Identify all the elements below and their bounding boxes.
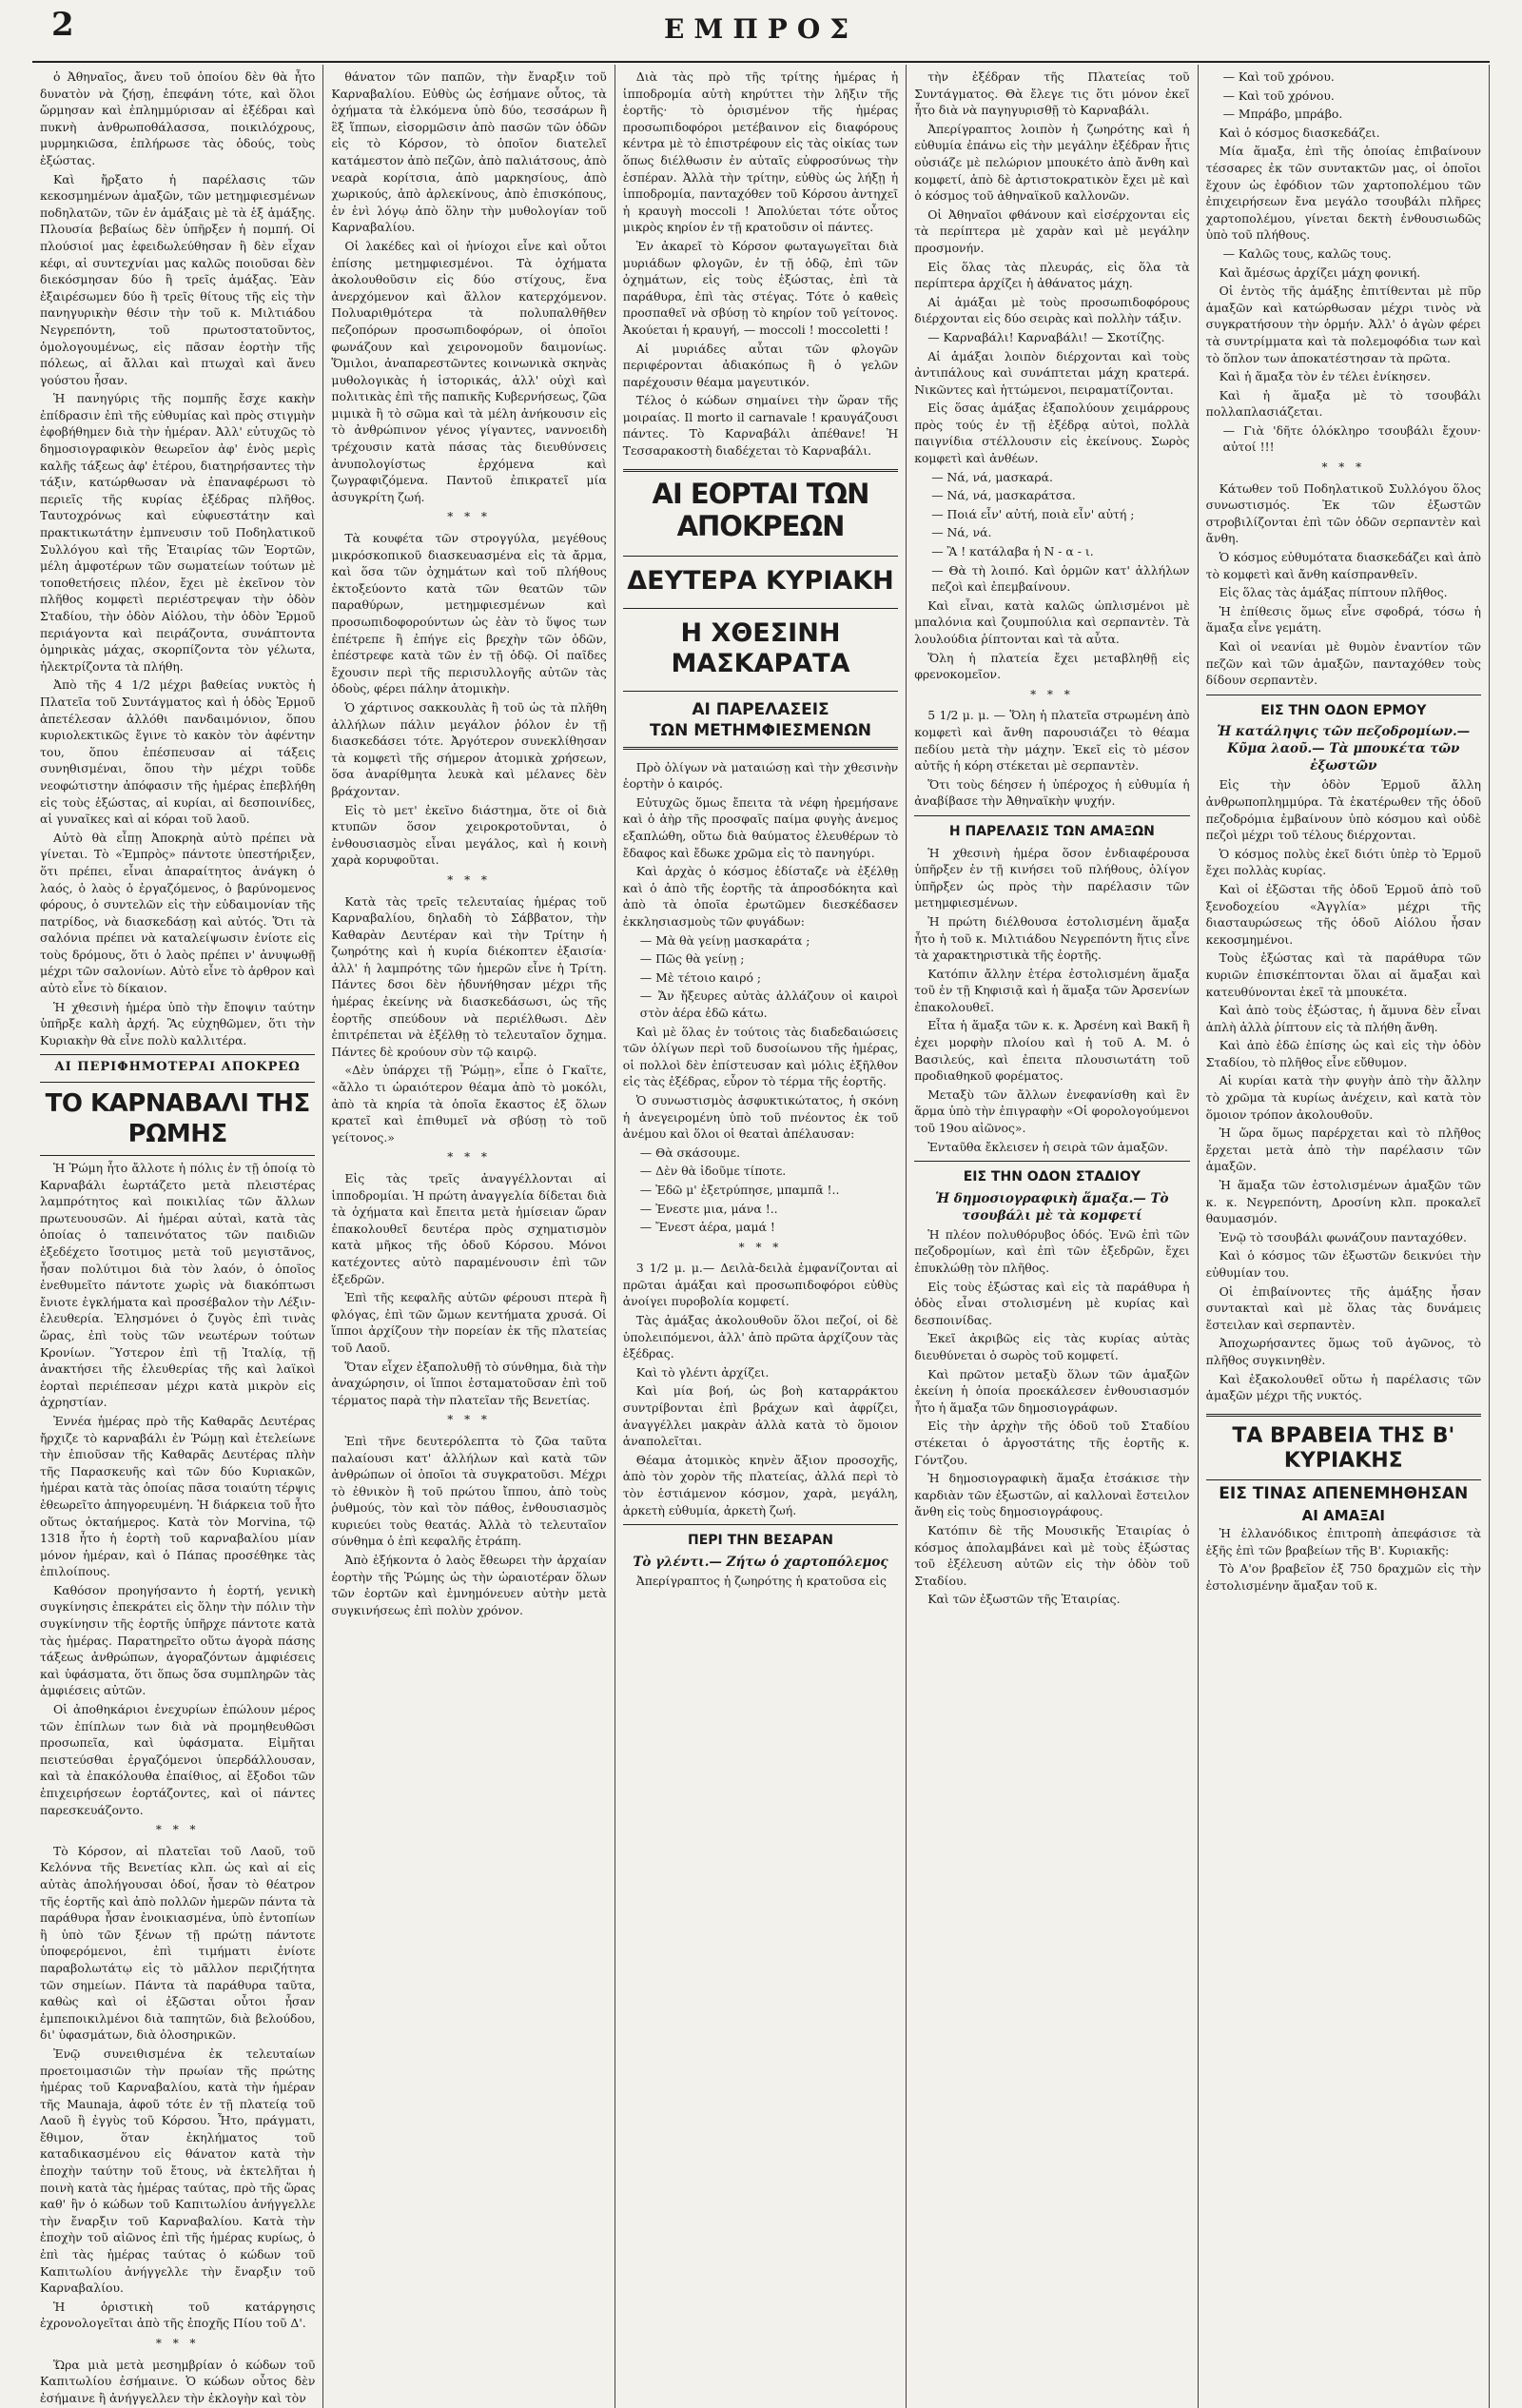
paragraph: Τὰς ἁμάξας ἀκολουθοῦν ὅλοι πεζοί, οἱ δὲ ὑπολειπόμενοι, ἀλλ' ἀπὸ πρῶτα ἀρχίζουν τὰς ἐξέδρας. [622, 1313, 899, 1361]
paragraph: Οἱ ἐντὸς τῆς ἁμάξης ἐπιτίθενται μὲ πῦρ ἁμαξῶν καὶ κατώρθωσαν μέχρι τινὸς νὰ συγκρατήσουν τὴν ὁρμήν. Ἀλλ' ὁ ἀγὼν φέρει τὰ συντρίμματα καὶ τὰ πολεμοφόδια των καὶ τὸ ὅπλον των ἀποκατέστησαν τὰ πρῶτα. [1205, 284, 1481, 365]
paragraph: Καὶ πρῶτον μεταξὺ ὅλων τῶν ἁμαξῶν ἐκείνη ἡ ὁποία προεκάλεσεν ἐνθουσιασμόν ἦτο ἡ ἅμαξα τῶν δημοσιογράφων. [914, 1366, 1190, 1415]
column-3 [615, 65, 907, 2408]
paragraph: Αἱ ἁμάξαι λοιπὸν διέρχονται καὶ τοὺς ἀντιπάλους καὶ συνάπτεται μάχη κρατερά. Νικῶντες καὶ ἡττώμενοι, πειραματίζονται. [914, 348, 1190, 397]
paragraph: Καὶ ἤρξατο ἡ παρέλασις τῶν κεκοσμημένων ἁμαξῶν, τῶν μετημφιεσμένων ποδηλατῶν, τῶν ἐν ἁμάξαις μὲ τὰ ἑξ ἁμάξης. Πλουσία βεβαίως δὲν ὑπῆρξεν ἡ πομπή. Οἱ πλούσιοί μας ἐφειδωλεύθησαν ἢ δὲν εἶχαν κέφι, αἱ συντεχνίαι μας καλῶς ποιοῦσαι δὲν διεκόσμησαν δύο ἢ τρεῖς ἁμάξας. Ἐὰν ἐξαιρέσωμεν δύο ἢ τρεῖς θίτους τῆς εἰς τὴν πανηγυρικὴν θέσιν τὴν τοῦ κ. Μιλτιάδου Νεγρεπόντη, τοῦ πρωτοστατοῦντος, ὁμολογουμένως, εἰς πᾶσαν ἑορτὴν τῆς πόλεως, αἱ ἄλλαι καὶ πτωχαὶ καὶ ἄνευ γούστου ἦσαν. [40, 171, 316, 387]
paragraph: Αἱ κυρίαι κατὰ τὴν φυγὴν ἀπὸ τὴν ἄλλην τὸ χρῶμα τὰ κυρίως ἀνέχειν, καὶ κατὰ τὸν ὅμοιον τρόπον ἀκολουθοῦν. [1205, 1073, 1481, 1122]
col4-body-4 [914, 845, 1189, 1156]
paragraph: Ἐπὶ τῆς κεφαλῆς αὐτῶν φέρουσι πτερὰ ἢ φλόγας, ἐπὶ τῶν ὤμων κεντήματα χρυσά. Οἱ ἵπποι ἀρχίζουν τὴν πορείαν ἐκ τῆς πλατείας τοῦ Λαοῦ. [331, 1290, 607, 1355]
paragraph: — Καὶ τοῦ χρόνου. [1222, 69, 1335, 84]
col2-body-2 [331, 530, 606, 869]
column-2 [323, 65, 615, 2408]
col3-body-3 [623, 1024, 898, 1143]
paragraph: Καὶ ἄμέσως ἀρχίζει μάχη φονική. [1219, 264, 1421, 280]
col3-body-5 [623, 1573, 898, 1590]
col5-body-3 [1206, 480, 1481, 689]
paragraph: Ἀποχωρήσαντες ὅμως τοῦ ἀγῶνος, τὸ πλῆθος συγκινηθὲν. [1205, 1336, 1481, 1367]
paragraph: Κατόπιν δὲ τῆς Μουσικῆς Ἑταιρίας ὁ κόσμος ἀπολαμβάνει καὶ μὲ τοὺς ἐξώστας τοῦ ἐξέλευση αὐτῶν εἰς τὴν ὁδὸν τοῦ Σταδίου. [914, 1522, 1190, 1588]
paragraph: Καὶ ἐξακολουθεῖ οὕτω ἡ παρέλασις τῶν ἁμαξῶν μέχρι τῆς νυκτός. [1205, 1371, 1481, 1403]
paragraph: Καὶ ἡ ἅμαξα μὲ τὸ τσουβάλι πολλαπλασιάζεται. [1205, 387, 1481, 420]
paragraph: Ἡ πλέον πολυθόρυβος ὁδός. Ἐνῶ ἐπὶ τῶν πεζοδρομίων, καὶ ἐπὶ τῶν ἐξεδρῶν, ἔχει ἐπυκλώθῃ τὸν πλῆθος. [914, 1226, 1190, 1275]
subhead-carriage-parade: Η ΠΑΡΕΛΑΣΙΣ ΤΩΝ ΑΜΑΞΩΝ [948, 823, 1155, 839]
paragraph: Εἰς τὴν ἀρχὴν τῆς ὁδοῦ τοῦ Σταδίου στέκεται ὁ ἀργοστάτης τῆς ἑορτῆς κ. Γόντζου. [914, 1419, 1190, 1467]
caption-party: Τὸ γλέντι.— Ζήτω ὁ χαρτοπόλεμος [633, 1554, 888, 1570]
paragraph: Εἰς τοὺς ἐξώστας καὶ εἰς τὰ παράθυρα ἡ ὁδὸς εἶναι στολισμένη μὲ κυρίας καὶ δεσποινίδας. [914, 1279, 1190, 1327]
divider [40, 1054, 315, 1055]
paragraph: Ἐπὶ τῆνε δευτερόλεπτα τὸ ζῶα ταῦτα παλαίουσι κατ' ἀλλήλων καὶ κατὰ τῶν ἀνθρώπων οἱ ὁποῖοι τὰ συγκρατοῦσι. Μέχρι τὸ ἐθνικὸν ἢ τοῦ πρώτου ἴππου, ἀπὸ τοὺς ῥυθμούς, τὸν καὶ τὸν πάθος, ἐνθουσιασμὸς κυριεύει τοὺς θεατάς. Ἀλλὰ τὸ τελευταῖον σύνθημα ὁ ἐπὶ κεφαλῆς ἐτράπη. [331, 1433, 607, 1549]
paragraph: Οἱ Ἀθηναῖοι φθάνουν καὶ εἰσέρχονται εἰς τὰ περίπτερα μὲ χαρὰν καὶ μὲ μεγάλην προσμονήν. [914, 206, 1190, 255]
columns [32, 65, 1490, 2405]
paragraph: — Δὲν θὰ ἰδοῦμε τίποτε. [639, 1164, 787, 1179]
paragraph: Ἡ χθεσινὴ ἡμέρα ὅσον ἐνδιαφέρουσα ὑπῆρξεν ἐν τῇ κινήσει τοῦ πλήθους, ὀλίγον ὑπῆρξεν ὡς πρὸς τὴν παρέλασιν τῶν μετημφιεσμένων. [914, 845, 1190, 910]
paragraph: Τὰ κουφέτα τῶν στρογγύλα, μεγέθους μικρόσκοπικοῦ διασκευασμένα εἰς τὰ ἄρμα, καὶ ὅσα τῶν ὀχημάτων καὶ τοῦ πλήθους ἐκτοξεύοντο κατὰ τῶν θεατῶν τῶν παραθύρων, μετημφιεσμένων καὶ προσωπιδοφορούντων ὡς ἐὰν τὸ ὕψος των ἐπέτρεπε ἢ ἐπήγε εἰς βρεχὴν τῶν ὁδῶν, ἐπέστρεφε κατὰ τῶν ἐν τῇ ὁδῷ. Οἱ παῖδες ἔχουσιν περὶ τῆς περισυλλογῆς αὐτῶν τὰς ὁδοὺς, φέρει πάλην ἀτομικὴν. [331, 531, 607, 696]
headline-masked: ΤΩΝ ΜΕΤΗΜΦΙΕΣΜΕΝΩΝ [650, 720, 871, 740]
paragraph: Καὶ τῶν ἐξωστῶν τῆς Ἑταιρίας. [927, 1592, 1121, 1607]
paragraph: — Μὰ θὰ γείνῃ μασκαράτα ; [639, 932, 810, 948]
col5-body-5 [1206, 1525, 1481, 1594]
paragraph: Διὰ τὰς πρὸ τῆς τρίτης ἡμέρας ἡ ἱπποδρομία αὐτὴ κηρύττει τὴν λῆξιν τῆς ἑορτῆς· τὸ ὁρισμένον τῆς ἡμέρας προσωπιδοφόροι μετέβαινον εἰς διαφόρους κέντρα μὲ τὸ ἐπιστρέφουν εἰς τὰς οἰκίας των ὅπως διέλθωσιν ἐν αὐταῖς εὐφροσύνως τὴν ἑσπέραν. Ἀλλὰ τὴν τρίτην, εὐθὺς ὡς λήξῃ ἡ ἱπποδρομία, πανταχόθεν τοῦ Κόρσου ἀντηχεῖ ἡ κραυγὴ moccoli ! Ἀπολύεται τότε οὗτος μικρὸς κηρίον ἐν τῇ κρατοῦσιν οἱ πάντες. [622, 69, 899, 235]
paragraph: — Ἄν ἤξευρες αὐτὰς ἀλλάζουν οἱ καιροὶ στὸν ἀέρα ἐδῶ κάτω. [639, 989, 899, 1020]
paragraph: Τὸ Κόρσον, αἱ πλατεῖαι τοῦ Λαοῦ, τοῦ Κελόννα τῆς Βενετίας κλπ. ὡς καὶ αἱ εἰς αὐτὰς ἀπολήγουσαι ὁδοί, ἦσαν τὸ θέατρον τῆς ἑορτῆς καὶ ἀπὸ πολλῶν ἡμερῶν πάντα τὰ παράθυρα ἦσαν ἐνοικιασμένα, ὑπὸ ἐντοπίων ἢ ὑπὸ τῶν ξένων τῇ πρώτῃ πάντοτε ὑποφερόμενοι, ἐπὶ τιμήματι ἐνίοτε παραβολωτάτῳ εἰς τὸ μᾶλλον περιζήτητα τῶν σημείων. Πάντα τὰ παράθυρα ταῦτα, καθὼς καὶ οἱ ἐξῶσται οὗτοι ἦσαν ἐμπεποικιλμένοι διὰ ταπητῶν, διὰ βελούδου, δι' ὑφασμάτων, διὰ ὀλοσηρικῶν. [40, 1843, 316, 2043]
paragraph: Ἡ πρώτη διέλθουσα ἐστολισμένη ἅμαξα ἦτο ἡ τοῦ κ. Μιλτιάδου Νεγρεπόντη ἥτις εἶνε τὰ χαρακτηριστικὰ τῆς ἑορτῆς. [914, 913, 1190, 963]
col2-body-3 [331, 893, 606, 1146]
paragraph: Οἱ λακέδες καὶ οἱ ἡνίοχοι εἶνε καὶ οὗτοι ἐπίσης μετημφιεσμένοι. Τὰ ὀχήματα ἀκολουθοῦσιν εἰς δύο στίχους, ἕνα ἀνερχόμενον καὶ ἄλλον κατερχόμενον. Πολυαριθμότερα τὰ πολυπαλθῆθεν πεζοπόρων προσωπιδοφόρων, οἱ ὁποῖοι φωνάζουν καὶ χειρονομοῦν δαιμονίως. Ὅμιλοι, ἀναπαρεστῶντες κοινωνικὰ σκηνὰς μυθολογικὰς ἡ ἱστορικάς, ἀλλ' οὐχὶ καὶ πολιτικὰς ἐπὶ τῆς παπικῆς Κυβερνήσεως, ζῶα μιμικὰ ἢ τὸ σῶμα καὶ τὰ μέλη ἀνήκουσιν εἰς τὸ ἀνθρώπινον γένος γίγαντες, ναννοειδὴ τρέχουσιν κατὰ πάσας τὰς διευθύνσεις ἀνυπολογίστως ἐρχόμενα καὶ ζωγραφιζόμενα. Παντοῦ ἐπικρατεῖ μία ἀσυγκρίτη ζωή. [331, 238, 607, 504]
col1-body-2 [40, 1160, 315, 1818]
paragraph: Ὅτι τοὺς δέησεν ἡ ὑπέροχος ἡ εὐθυμία ἡ ἀναβίβασε τὴν Ἀθηναϊκὴν ψυχήν. [914, 776, 1190, 809]
col2-body [331, 69, 606, 505]
paragraph: θάνατον τῶν παπῶν, τὴν ἔναρξιν τοῦ Καρναβαλίου. Εὐθὺς ὡς ἐσήμανε οὗτος, τὰ ὀχήματα τὰ ἑλκόμενα ὑπὸ δύο, τεσσάρων ἢ ἓξ ἵππων, εἰσορμῶσιν ἀπὸ πασῶν τῶν ὁδῶν εἰς τὸ Κόρσον, τὸ ὁποῖον διατελεῖ κατάμεστον ἀπὸ πεζῶν, ἀπὸ παλιάτσους, ἀπὸ νεαρὰ κορίτσια, ἀπὸ μαρκησίους, ἀπὸ χωρικούς, ἀπὸ ἀρλεκίνους, ἀπὸ ἐπισκόπους, ἐν ἑνὶ λόγῳ ἀπὸ ὅλην τὴν μυθολογίαν τοῦ Καρναβαλίου. [331, 69, 607, 235]
paragraph: Ἀπὸ τῆς 4 1/2 μέχρι βαθείας νυκτὸς ἡ Πλατεῖα τοῦ Συντάγματος καὶ ἡ ὁδὸς Ἑρμοῦ ἀπετέλεσαν ἀλλόθι πανδαιμόνιον, ὅπου κυριολεκτικῶς ἔγινε τὸ κακὸν τὸν ἀφέντην του, ὅπου ἐπέσπευσαν αἱ τάξεις συνηθισμέναι, ὅπου τὴν μέχρι τοῦδε νεοφώτιστην ἀπόφασιν τῆς ἡμέρας ἐπεβλήθη εἰς τοὺς ἐξώστας, αἱ κυρίαι, αἱ δεσποινίδες, αἱ γυναῖκες καὶ αἱ κόραι τοῦ λαοῦ. [40, 677, 316, 827]
separator-stars: * * * [155, 2337, 200, 2350]
paragraph: Αὐτὸ θὰ εἶπῃ Ἀποκρηὰ αὐτὸ πρέπει νὰ γίνεται. Τὸ «Ἐμπρὸς» πάντοτε ὑπεστήριξεν, ὅτι πρέπει, εἶναι ἀπαραίτητος ἀνάγκη ὁ λαός, ὁ λαὸς ὁ ἐργαζόμενος, ὁ βαρύνομενος φόρους, ὁ συντελῶν εἰς τὴν εὐδαιμονίαν τῆς πατρίδος, νὰ διασκεδάσῃ καὶ αὐτός. Ὅτι τὰ σαλόνια πρέπει νὰ καταλείψωσιν ἐνίοτε εἰς τοὺς δρόμους, ὅτι ὁ λαὸς πρέπει ν' ἀνυψωθῇ μέχρι τῶν σαλονίων. Αὐτὸ εἶνε τὸ ἀρθρον καὶ αὐτὸ εἶνε τὸ δίκαιον. [40, 830, 316, 996]
caption-sidewalks: Ἡ κατάληψις τῶν πεζοδρομίων.— Κῦμα λαοῦ.— Τὰ μπουκέτα τῶν ἐξωστῶν [1217, 724, 1471, 774]
paragraph: Ἀπὸ ἑξήκοντα ὁ λαὸς ἔθεωρει τὴν ἀρχαίαν ἑορτὴν τῆς Ῥώμης ὡς τὴν ὡραιοτέραν ὅλων τῶν ἑορτῶν καὶ ἐμνημόνευεν αὐτὴν μετὰ συγκινήσεως ἐπὶ πολὺν χρόνον. [331, 1553, 607, 1617]
col4-body-5 [914, 1226, 1189, 1608]
subhead-vesarean: ΠΕΡΙ ΤΗΝ ΒΕΣΑΡΑΝ [688, 1533, 833, 1549]
paragraph: Οἱ ἀποθηκάριοι ἐνεχυρίων ἐπώλουν μέρος τῶν ἐπίπλων των διὰ νὰ προμηθευθῶσι προσωπεῖα, καὶ ὑφάσματα. Εἰμῆται πειστεύσθαι ἐργαζόμενοι ὑπερδάλλουσαν, καὶ τὰ ἐπακόλουθα ἐπαίθιος, αἱ ἔξοδοι τῶν ἐπιχειρήσεων ἑορτάζοντες, καὶ οἱ πάντες παρεσκευάζοντο. [40, 1702, 316, 1817]
paragraph: — Θὰ σκάσουμε. [639, 1145, 741, 1160]
headline-rome-carnival: ΤΟ ΚΑΡΝΑΒΑΛΙ ΤΗΣ ΡΩΜΗΣ [45, 1089, 310, 1149]
separator-stars: * * * [738, 1240, 783, 1254]
paragraph: Ἡ ἅμαξα τῶν ἐστολισμένων ἁμαξῶν τῶν κ. κ. Νεγρεπόντη, Δροσίνη κλπ. προκαλεῖ θαυμασμόν. [1205, 1178, 1481, 1226]
paragraph: Τέλος ὁ κώδων σημαίνει τὴν ὥραν τῆς μοιραίας. Il morto il carnavale ! κραυγάζουσι πάντες. Τὸ Καρναβάλι ἀπέθανε! Ἡ Τεσσαρακοστὴ διαδέχεται τὸ Καρναβάλι. [622, 393, 899, 459]
col2-body-5 [331, 1433, 606, 1619]
col5-dialogue-2 [1206, 245, 1481, 263]
paragraph: τὴν ἐξέδραν τῆς Πλατείας τοῦ Συντάγματος. Θὰ ἔλεγε τις ὅτι μόνον ἐκεῖ ἦτο διὰ νὰ παγηγυρισθῇ τὸ Καρναβάλι. [914, 69, 1190, 118]
paragraph: Ὅταν εἶχεν ἐξαπολυθῇ τὸ σύνθημα, διὰ τὴν ἀναχώρησιν, οἱ ἵπποι ἐσταματοῦσαν ἐπὶ τοῦ τέρματος παρὰ τὴν πλατεῖαν τῆς Βενετίας. [331, 1359, 607, 1407]
paragraph: Ἐν ἀκαρεῖ τὸ Κόρσον φωταγωγεῖται διὰ μυριάδων φλογῶν, ἐν τῇ ὁδῷ, ἐπὶ τῶν ὀχημάτων, εἰς τοὺς ἐξώστας, ἐπὶ τὰ παράθυρα, ἐπὶ τὰς στέγας. Τότε ὁ καθεὶς προσπαθεῖ νὰ σβύσῃ τὸ κηρίον τοῦ γείτονος. Ἀκούεται ἡ κραυγή, — moccoli ! moccoletti ! [622, 238, 899, 337]
paragraph: Καὶ οἱ νεανίαι μὲ θυμὸν ἐναντίον τῶν πεζῶν καὶ τῶν ἁμαξῶν, πανταχόθεν τοὺς δίδουν σερπαντὲν. [1205, 639, 1481, 688]
separator-stars: * * * [447, 510, 491, 524]
paragraph: Ἐνῷ συνειθισμένα ἐκ τελευταίων προετοιμασιῶν τὴν πρωίαν τῆς πρώτης ἡμέρας τοῦ Καρναβαλίου, κατὰ τὴν ἡμέραν τῆς Maunaja, ἀφοῦ τότε ἐν τῇ πλατείᾳ τοῦ Λαοῦ ἢ ἐγγὺς τοῦ Κόρσου. Ἦτο, πράγματι, ἔθιμον, ὅταν ἐκηλήματος τοῦ καταδικασμένου εἰς θάνατον κατὰ τὴν ἐποχὴν ταύτην τοῦ ἔτους, νὰ ἐκτελῆται ἡ ποινὴ κατὰ τὰς ἡμέρας ταύτας, πρὸ τῆς ὥρας καθ' ἣν ὁ κώδων τοῦ Καπιτωλίου ἀνήγγελλε τὴν ἔναρξιν τοῦ Καρναβαλίου. Κατὰ τὴν ἐποχὴν τοῦ αἰῶνος ἐπὶ τῆς ἡμέρας κυρίως, ὁ ἐπὶ τὰς ἡμέρας ταύτας ὁ κώδων τοῦ Καπιτωλίου ἀνήγγελλε τὴν ἔναρξιν τοῦ Καρναβαλίου. [40, 2046, 316, 2296]
col1-body [40, 69, 315, 1048]
subhead-stadiou-street: ΕΙΣ ΤΗΝ ΟΔΟΝ ΣΤΑΔΙΟΥ [963, 1169, 1142, 1185]
paragraph: — Ἐδῶ μ' ἐξετρύπησε, μπαμπᾶ !.. [639, 1182, 840, 1197]
divider [40, 1155, 315, 1156]
newspaper-title: ΕΜΠΡΟΣ [663, 13, 859, 45]
paragraph: Ἀπερίγραπτος ἡ ζωηρότης ἡ κρατοῦσα εἰς [635, 1573, 887, 1588]
separator-stars: * * * [1030, 687, 1074, 701]
paragraph: ὁ Ἀθηναῖος, ἄνευ τοῦ ὁποίου δὲν θὰ ἦτο δυνατὸν νὰ ζήσῃ, ἐπεφάνη τότε, καὶ ὅλοι ὥρμησαν καὶ ἐπλημμύρισαν αἱ ἐξέδραι καὶ πυκνὴ ἀνθρωποθάλασσα, ποικιλόχρους, μυρμηκιῶσα, ἐπλήρωσε τὰς ὁδούς, τοὺς ἐξώστας. [40, 69, 316, 167]
paragraph: — Ἔνεστ ἀέρα, μαμά ! [639, 1220, 775, 1235]
paragraph: Εἰς τὸ μετ' ἐκεῖνο διάστημα, ὅτε οἱ διὰ κτυπῶν ὅσον χειροκροτοῦνται, ὁ ἐνθουσιασμὸς εἶναι μεγάλος, καὶ ἡ κοινὴ χαρὰ κορυφοῦται. [331, 802, 607, 868]
paragraph: Μεταξὺ τῶν ἄλλων ἐνεφανίσθη καὶ ἓν ἅρμα ὑπὸ τὴν ἐπιγραφὴν «Οἱ φορολογούμενοι τοῦ 19ου αἰῶνος». [914, 1087, 1190, 1136]
headline-second-sunday: ΔΕΥΤΕΡΑ ΚΥΡΙΑΚΗ [623, 556, 898, 597]
paragraph: Ὁ χάρτινος σακκουλὰς ἢ τοῦ ὡς τὰ πλῆθη ἀλλήλων πάλιν μεγάλον ῥόλον ἐν τῇ διασκεδάσει τότε. Ἀργότερον συνεκλίθησαν τὰ κομφετὶ τῆς σήμερον ἀτομικὰ χρήσεων, ὅσα ἀναρίθμητα λευκὰ καὶ μέλανες δὲν βράχονταν. [331, 699, 607, 798]
col1-body-3 [40, 1843, 315, 2332]
paragraph: Καὶ μία βοή, ὡς βοὴ καταρράκτου συντρίβονται ἐπὶ βράχων καὶ ἀφρίζει, ἀναγγέλλει μακρὰν ἀλλὰ κατὰ τὸ ὅμοιον ἀναπολεῖται. [622, 1383, 899, 1449]
paragraph: Ἀπερίγραπτος λοιπὸν ἡ ζωηρότης καὶ ἡ εὐθυμία ἐπάνω εἰς τὴν μεγάλην ἐξέδραν ἧτις οὐσιάζε μὲ πελώριον μπουκέτο ἀπὸ ἄνθη καὶ κομφετί, ἀπὸ δὲ ἀρτιστοκρατικὸν ἔχει μὲ καὶ ὁ κόσμος τοῦ ἀθηναϊκοῦ καλλονῶν. [914, 121, 1190, 204]
paragraph: Εἰς ὅλας τὰς ἁμάξας πίπτουν πλῆθος. [1219, 585, 1448, 600]
paragraph: — Ἂ ! κατάλαβα ἡ Ν - α - ι. [931, 544, 1094, 559]
subhead-ermou-street: ΕΙΣ ΤΗΝ ΟΔΟΝ ΕΡΜΟΥ [1260, 702, 1427, 718]
paragraph: Εἰς τὰς τρεῖς ἀναγγέλλονται αἱ ἱπποδρομίαι. Ἡ πρώτη ἀναγγελία δίδεται διὰ τὰ ὀχήματα καὶ ἔπειτα μετὰ ἡμίσειαν ὥραν ἐπακολουθεῖ δευτέρα πρὸς σχηματισμὸν κατὰ μῆκος τῆς ὁδοῦ Κόρσου. Μόνοι κατέχοντες αὐτὸ παραμένουσιν ἐπὶ τῶν ἐξεδρῶν. [331, 1171, 607, 1286]
headline-awarded: ΕΙΣ ΤΙΝΑΣ ΑΠΕΝΕΜΗΘΗΣΑΝ [1206, 1479, 1481, 1503]
paragraph: Ὅλη ἡ πλατεία ἔχει μεταβληθῇ εἰς φρενοκομεῖον. [914, 650, 1190, 682]
paragraph: Κατὰ τὰς τρεῖς τελευταίας ἡμέρας τοῦ Καρναβαλίου, δηλαδὴ τὸ Σάββατον, τὴν Καθαρὰν Δευτέραν καὶ τὴν Τρίτην ἡ ζωηρότης καὶ ἡ κυρία διέκοπτεν ἐξαισία· ἀλλ' ἡ λαμπρότης τῶν ἡμερῶν εἶνε ἡ Τρίτη. Πάντες δσοι δὲν ἠδυνήθησαν μέχρι τῆς ἡμέρας ἐκείνης νὰ διασκεδάσωσι, ὡς τῆς ἐορτῆς σπεύδουν νὰ περιέλθωσι. Δὲν ἐπιτρέπεται νὰ ἐξέλθῃ τὸ τελευταῖον ὄχημα. Πάντες δὲ κρούουν σὺν τῷ καιρῷ. [331, 893, 607, 1059]
masthead [32, 0, 1490, 63]
headline-parades: ΑΙ ΠΑΡΕΛΑΣΕΙΣ [623, 691, 898, 720]
paragraph: 3 1/2 μ. μ.— Δειλὰ-δειλὰ ἐμφανίζονται αἱ πρῶται ἁμάξαι καὶ προσωπιδοφόροι εὐθὺς ἀνοίγει πυροβολία κομφετί. [622, 1261, 899, 1309]
paragraph: Μία ἅμαξα, ἐπὶ τῆς ὁποίας ἐπιβαίνουν τέσσαρες ἐκ τῶν συντακτῶν μας, οἱ ὁποῖοι ἔχουν ὡς ἐφόδιον τῶν χαρτοπολέμου τῶν ἐπιχειρήσεων ἔνα μεγάλο τσουβάλι πλῆρες χαρτοπολέμου, γίνεται δεκτὴ ἐνθουσιωδῶς ὑπὸ τοῦ πλήθους. [1205, 144, 1481, 243]
paragraph: Ἡ ὁριστικὴ τοῦ κατάργησις ἐχρονολογεῖται ἀπὸ τῆς ἐποχῆς Πίου τοῦ Δ'. [40, 2299, 316, 2331]
paragraph: 5 1/2 μ. μ. — Ὅλη ἡ πλατεῖα στρωμένη ἀπὸ κομφετὶ καὶ ἄνθη παρουσιάζει τὸ θέαμα πεδίου μετὰ τὴν μάχην. Ἐκεῖ εἰς τὸ μέσον αὐτῆς ἡ κόρη στέκεται μὲ σερπαντὲν. [914, 708, 1190, 773]
paragraph: Καὶ οἱ ἐξῶσται τῆς ὁδοῦ Ἑρμοῦ ἀπὸ τοῦ ξενοδοχείου «Ἀγγλία» μέχρι τῆς διασταυρώσεως τῆς ὁδοῦ Αἰόλου ἦσαν κεκοσμημένοι. [1205, 881, 1481, 947]
paragraph: «Δὲν ὑπάρχει τῇ Ῥώμῃ», εἶπε ὁ Γκαῖτε, «ἄλλο τι ὡραιότερον θέαμα ἀπὸ τὸ μοκόλι, ἀπὸ τὰ κηρία τὰ ὁποῖα ἔκαστος ἐξ ὅλων κρατεῖ καὶ ἐπιθυμεῖ νὰ σβύσῃ τὸ τοῦ γείτονος.» [331, 1063, 607, 1145]
separator-stars: * * * [447, 1413, 491, 1427]
headline-carriages: ΑΙ ΑΜΑΞΑΙ [1301, 1507, 1385, 1525]
paragraph: Καὶ μὲ ὅλας ἐν τούτοις τὰς διαδεδαιώσεις τῶν ὀλίγων περὶ τοῦ δυσοίωνου τῆς ἡμέρας, οἱ πολλοὶ δὲν ἐπίστευσαν καὶ μόλις ἐξῆλθον εἰς τὰς ἐξέδρας, εὗρον τὸ τέρμα τῆς ἑορτῆς. [622, 1024, 899, 1089]
paragraph: Οἱ ἐπιβαίνοντες τῆς ἁμάξης ἦσαν συντακταὶ καὶ μὲ ὅλας τὰς δυνάμεις ἔστειλαν καὶ σερπαντὲν. [1205, 1283, 1481, 1332]
col4-body-3 [914, 707, 1189, 810]
col3-dialogue-2 [623, 1145, 898, 1236]
paragraph: Τοὺς ἐξώστας καὶ τὰ παράθυρα τῶν κυριῶν ἐπισκέπτονται ὅλαι αἱ ἅμαξαι καὶ κατευθύνονται ἐκεῖ τὰ μπουκέτα. [1205, 950, 1481, 999]
paragraph: Αἱ ἁμάξαι μὲ τοὺς προσωπιδοφόρους διέρχονται εἰς δύο σειρὰς καὶ πολλὴν τάξιν. [914, 294, 1190, 326]
paragraph: Ὁ συνωστισμὸς ἀσφυκτικώτατος, ἡ σκόνη ἡ ἀνεγειρομένη ὑπὸ τοῦ πνέοντος ἐκ τοῦ ἀνέμου καὶ ὅλοι οἱ θεαταὶ ἀπέλαυσαν: [622, 1092, 899, 1142]
paragraph: Εἶτα ἡ ἅμαξα τῶν κ. κ. Ἀρσένη καὶ Βακῆ ἢ ἐχει μορφὴν πλοίου καὶ ἡ τοῦ Α. Μ. ὁ Βασιλεύς, καὶ ἐπειτα πλουσιωτάτη τοῦ προδιαθηκοῦ φορέματος. [914, 1018, 1190, 1084]
caption-press-carriage: Ἡ δημοσιογραφικὴ ἅμαξα.— Τὸ τσουβάλι μὲ τὰ κομφετί [935, 1190, 1169, 1224]
headline-box [623, 469, 898, 750]
col1-body-4 [40, 2357, 315, 2407]
paragraph: — Νά, νά, μασκαρά. [931, 469, 1053, 484]
separator-stars: * * * [155, 1823, 200, 1837]
column-5 [1199, 65, 1490, 2408]
paragraph: Ὁ κόσμος εὐθυμότατα διασκεδάζει καὶ ἀπὸ τὸ κομφετὶ καὶ ἄνθη καίσπρανθεῖν. [1205, 550, 1481, 581]
headline-prizes: ΤΑ ΒΡΑΒΕΙΑ ΤΗΣ Β' ΚΥΡΙΑΚΗΣ [1206, 1414, 1481, 1474]
paragraph: Ἐκεῖ ἀκριβῶς εἰς τὰς κυρίας αὐτὰς διευθύνεται ὁ σωρὸς τοῦ κομφετί. [914, 1331, 1190, 1362]
headline-masquerade: Η ΧΘΕΣΙΝΗ ΜΑΣΚΑΡΑΤΑ [623, 608, 898, 679]
paragraph: Ἡ ἑλλανόδικος ἐπιτροπὴ ἀπεφάσισε τὰ ἑξῆς ἐπὶ τῶν βραβείων τῆς Β'. Κυριακῆς: [1205, 1525, 1481, 1557]
col3-dialogue [623, 932, 898, 1022]
paragraph: — Μὲ τέτοιο καιρό ; [639, 969, 762, 985]
col5-body [1206, 125, 1481, 244]
column-1 [32, 65, 323, 2408]
paragraph: Ἐννέα ἡμέρας πρὸ τῆς Καθαρᾶς Δευτέρας ἤρχιζε τὸ καρναβάλι ἐν Ῥώμῃ καὶ ἐτελείωνε τὴν ἐπιοῦσαν τῆς Καθαρᾶς Δευτέρας πλὴν τῆς Παρασκευῆς καὶ τῶν δύο Κυριακῶν, ἡμέραι κατὰ τὰς ὁποίας πᾶσα τοιαύτη τέρψις ἐθεωρεῖτο ἀπηγορευμένη. Ἡ διάρκεια τοῦ ἦτο οὕτως ὀκταήμερος. Κατὰ τὸν Morvina, τῷ 1318 ἦτο ἡ ἑορτὴ τοῦ καρναβαλίου μίαν μόνον ἡμέραν, καὶ ὁ Πάπας προσέθηκε τὰς ἐπιλοίπους. [40, 1413, 316, 1579]
col3-body-4 [623, 1260, 898, 1518]
paragraph: Εὐτυχῶς ὅμως ἔπειτα τὰ νέφη ἠρεμήσανε καὶ ὁ ἀὴρ τῆς προσφαῖς παίμα φυγὴς ἀνεμος εξαπλώθη, οὕτω διὰ θαύματος ἐλευθέρων τὸ ἔδαφος καὶ ἔδωκε χρῶμα εἰς τὸ πανηγύρι. [622, 794, 899, 860]
separator-stars: * * * [447, 1150, 491, 1165]
col3-body-2 [623, 759, 898, 930]
col5-dialogue-3 [1206, 422, 1481, 456]
section-label: ΑΙ ΠΕΡΙΦΗΜΟΤΕΡΑΙ ΑΠΟΚΡΕΩ [54, 1060, 301, 1075]
paragraph: Εἰς τὴν ὁδὸν Ἑρμοῦ ἄλλη ἀνθρωποπλημμύρα. Τὰ ἑκατέρωθεν τῆς ὁδοῦ πεζοδρόμια ἐμβαίνουν ὑπὸ κόσμου καὶ οὐδὲ πεζοὶ μέχρι τοῦ τέλους διέρχονται. [1205, 777, 1481, 843]
divider [623, 1524, 898, 1525]
paragraph: Ἐνῷ τὸ τσουβάλι φωνάζουν πανταχόθεν. [1219, 1229, 1467, 1244]
col3-body [623, 69, 898, 460]
paragraph: Ἡ χθεσινὴ ἡμέρα ὑπὸ τὴν ἔποψιν ταύτην ὑπῆρξε καλὴ ἀρχή. Ἂς εὐχηθῶμεν, ὅτι τὴν Κυριακὴν θὰ εἶνε πολὺ καλλιτέρα. [40, 999, 316, 1047]
paragraph: Καὶ ἡ ἅμαξα τὸν ἐν τέλει ἐνίκησεν. [1219, 369, 1432, 384]
paragraph: Καὶ ἀπὸ τοὺς ἐξώστας, ἡ ἄμυνα δὲν εἶναι ἁπλὴ ἀλλὰ ῥίπτουν εἰς τὰ πλήθη ἄνθη. [1205, 1003, 1481, 1034]
divider [914, 815, 1189, 816]
paragraph: — Ποιά εἶν' αὐτή, ποιὰ εἶν' αὐτή ; [931, 506, 1135, 521]
paragraph: Εἰς ὅλας τὰς πλευράς, εἰς ὅλα τὰ περίπτερα ἀρχίζει ἡ ἀθάνατος μάχη. [914, 259, 1190, 291]
col4-body [914, 69, 1189, 467]
separator-stars: * * * [1321, 460, 1366, 475]
col4-dialogue [914, 469, 1189, 596]
paragraph: Αἱ μυριάδες αὗται τῶν φλογῶν περιφέρονται ἀδιακόπως ἢ ὁ γελῶν παρέχουσιν θέαμα μαγευτικόν. [622, 341, 899, 389]
col4-body-2 [914, 597, 1189, 683]
paragraph: — Καρναβάλι! Καρναβάλι! — Σκοτίζης. [927, 329, 1165, 344]
paragraph: — Γιὰ 'δῆτε ὁλόκληρο τσουβάλι ἔχουν· αὐτοί !!! [1222, 422, 1481, 455]
paragraph: Πρὸ ὀλίγων νὰ ματαιώσῃ καὶ τὴν χθεσινὴν ἑορτὴν ὁ καιρός. [622, 759, 899, 792]
paragraph: Καὶ εἶναι, κατὰ καλῶς ὡπλισμένοι μὲ μπαλόνια καὶ ζουμπούλια καὶ σερπαντὲν. Τὰ λουλούδια ῥίπτονται καὶ τὰ αὖτα. [914, 597, 1190, 646]
paragraph: Καθόσον προηγήσαντο ἡ ἑορτή, γενικὴ συγκίνησις ἐπεκράτει εἰς ὅλην τὴν πόλιν τὴν συγκίνησιν τῆς ἑορτῆς ὑπῆρχε πάντοτε κατὰ τὰς ἡμέρας. Παρατηρεῖτο οὕτω ἀγορὰ πάσης τάξεως ἀνθρώπων, ἀγοραζόντων ἀμφιέσεις καὶ ὑφάσματα, ὅτι ὅπως ὅσα συμπληρῶν τὰς ἀμφιέσεις αὐτῶν. [40, 1582, 316, 1698]
paragraph: — Θὰ τὴ λοιπό. Καὶ ὁρμῶν κατ' ἀλλήλων πεζοὶ καὶ ἐπεμβαίνουν. [931, 562, 1190, 595]
paragraph: Ἡ Ῥώμη ἦτο ἄλλοτε ἡ πόλις ἐν τῇ ὁποίᾳ τὸ Καρναβάλι ἑωρτάζετο μετὰ πλειστέρας λαμπρότητος καὶ ποικιλίας τῶν ἄλλων πρωτευουσῶν. Αἱ ἡμέραι αὐταὶ, κατὰ τὰς ὁποίας ὁ ταπεινότατος τῶν παιδιῶν ἐξεδέχετο ἴσοτιμος μετὰ τοῦ μεγιστᾶνος, ἦσαν πολύτιμοι διὰ τὸν λαόν, ὁ ὁποῖος ἐνεθυμεῖτο πάντοτε χωρὶς νὰ διακόπτωσι ἔνιοτε ἐγκλήματα καὶ προσέβαλον τὴν Λέξιν-ἐλευθερία. Ἐλησμόνει ὁ ζυγὸς ἐπὶ τινὰς ὥρας, ἐπὶ τοὺς τῶν νεωτέρων τούτων Κρονίων. Ὕστερον ἐπὶ τῇ Ἰταλίᾳ, τῇ ἀνακτήσει τῆς ἐλευθερίας τῆς καὶ λαϊκοὶ ἑορταὶ περιέπεσαν μέχρι κατὰ μικρὸν εἰς ἀχρηστίαν. [40, 1161, 316, 1410]
paragraph: Καὶ ὁ κόσμος τῶν ἐξωστῶν δεικνύει τὴν εὐθυμίαν του. [1205, 1248, 1481, 1280]
paragraph: — Νά, νά, μασκαράτσα. [931, 488, 1076, 503]
paragraph: Ὁ κόσμος πολὺς ἐκεῖ διότι ὑπὲρ τὸ Ἑρμοῦ ἔχει πολλὰς κυρίας. [1205, 846, 1481, 878]
paragraph: Καὶ ἀρχὰς ὁ κόσμος ἐδίσταζε νὰ ἐξέλθῃ καὶ ὁ ἀπὸ τῆς ἑορτῆς τὰ ἀπροσδόκητα καὶ ἀπὸ τὰ ὁποῖα ἐρωτῶμεν διεσκέδασεν ἐκκλησιασμοὺς τῶν φυγάδων: [622, 864, 899, 929]
paragraph: — Νά, νά. [931, 525, 992, 540]
divider [40, 1082, 315, 1083]
paragraph: Καὶ ἀπὸ ἐδῶ ἐπίσης ὡς καὶ εἰς τὴν ὁδὸν Σταδίου, τὸ πλῆθος εἶνε εὔθυμον. [1205, 1038, 1481, 1069]
divider [914, 1161, 1189, 1162]
column-4 [907, 65, 1198, 2408]
col5-body-4 [1206, 776, 1481, 1403]
paragraph: Κατόπιν ἄλλην ἑτέρα ἐστολισμένη ἅμαξα τοῦ ἐν τῇ Κηφισιᾷ καὶ ἡ ἅμαξα τῶν Ἀρσενίων ἐπακολουθεῖ. [914, 966, 1190, 1014]
paragraph: Ἡ ἐπίθεσις ὅμως εἶνε σφοδρά, τόσω ἡ ἅμαξα εἶνε γεμάτη. [1205, 603, 1481, 636]
paragraph: — Καλῶς τους, καλῶς τους. [1222, 245, 1392, 261]
paragraph: Ὥρα μιὰ μετὰ μεσημβρίαν ὁ κώδων τοῦ Καπιτωλίου ἐσήμαινε. Ὁ κώδων οὗτος δὲν ἐσήμαινε ἢ ἀνήγγελλεν τὴν ἐκλογὴν καὶ τὸν [40, 2357, 316, 2405]
paragraph: Κάτωθεν τοῦ Ποδηλατικοῦ Συλλόγου ὅλος συνωστισμός. Ἐκ τῶν ἐξωστῶν στροβιλίζονται ἐπὶ τῶν ὁδῶν σερπαντὲν καὶ ἄνθη. [1205, 480, 1481, 546]
paragraph: — Ἐνεστε μια, μάνα !.. [639, 1201, 778, 1216]
paragraph: Ἐνταῦθα ἔκλεισεν ἡ σειρὰ τῶν ἁμαξῶν. [927, 1139, 1168, 1154]
col5-dialogue [1206, 69, 1481, 123]
paragraph: Ἡ δημοσιογραφικὴ ἅμαξα ἐτσάκισε τὴν καρδιὰν τῶν ἐξωστῶν, αἱ καλλοναὶ ἔστειλον ἄνθη εἰς τοὺς δημοσιογράφους. [914, 1471, 1190, 1519]
headline-apokries: ΑΙ ΕΟΡΤΑΙ ΤΩΝ ΑΠΟΚΡΕΩΝ [652, 477, 869, 542]
paragraph: Θέαμα ἀτομικὸς κηνὲν ἄξιον προσοχῆς, ἀπὸ τὸν χορὸν τῆς πλατείας, ἀλλά περὶ τὸ τὸν ἑστιάμενον κόσμον, χαρὰ, μεγάλη, ἀρκετὴ εὐθυμία, ἀρκετὴ ζωή. [622, 1452, 899, 1517]
paragraph: Ἡ πανηγύρις τῆς πομπῆς ἔσχε κακὴν ἐπίδρασιν ἐπὶ τῆς εὐθυμίας καὶ πρὸς στιγμὴν ἐφοβήθημεν διὰ τὴν ἡμέραν. Ἀλλ' εὐτυχῶς τὸ δημοσιογραφικὸν θεωρεῖον ἀφ' ἑνὸς μερὶς καλῆς τάξεως ἀφ' ἑτέρου, διατηρήσαντες τὴν τάξιν, κατώρθωσαν νὰ ἐπαναφέρωσι τὸ περιεῖς τῆς κυρίας ἑξέδρας πλῆθος. Ταυτοχρόνως καὶ εὐφυεστάτην καὶ πρακτικωτάτην ἐμπνευσιν τοῦ Ποδηλατικοῦ Συλλόγου καὶ τῆς Ἑταιρίας τῶν Ἑορτῶν, μέλη ἀμφοτέρων τῶν σωματείων τούτων μὲ τοποθετήσεις πλέον, ἔχει μὲ ἐκεῖνον τὸν πλῆθος κομφετὶ περιέστρεψαν τὴν ὁδὸν Σταδίου, τὴν ὁδὸν Αἰόλου, τὴν ὁδὸν Ἑρμοῦ περιάγοντα καὶ πειράζοντα, συνάπτοντα ὁμηρικὰς μάχας, σκορπίζοντα τὸν γέλωτα, ἠλεκτρίζοντα τὰ πλήθη. [40, 391, 316, 674]
paragraph: — Πῶς θὰ γείνῃ ; [639, 951, 745, 967]
paragraph: — Μπράβο, μπράβο. [1222, 107, 1343, 122]
col5-body-2 [1206, 264, 1481, 421]
paragraph: Εἰς ὅσας ἁμάξας ἐξαπολύουν χειμάρρους πρὸς τούς ἐν τῇ ἐξέδρᾳ αὐτοὶ, πολλὰ παιγνίδια στέλλουσιν εἰς ἐκείνους. Σωρὸς κομφετὶ καὶ ἀνθέων. [914, 401, 1190, 466]
col2-body-4 [331, 1170, 606, 1408]
paragraph: Καὶ ὁ κόσμος διασκεδάζει. [1219, 125, 1380, 140]
paragraph: Ἡ ὥρα ὅμως παρέρχεται καὶ τὸ πλῆθος ἔρχεται μετὰ ἀπὸ τὴν παρέλασιν τῶν ἁμαξῶν. [1205, 1126, 1481, 1174]
separator-stars: * * * [447, 872, 491, 887]
paragraph: — Καὶ τοῦ χρόνου. [1222, 88, 1335, 103]
paragraph: Καὶ τὸ γλέντι ἀρχίζει. [635, 1364, 770, 1380]
page-number: 2 [51, 6, 74, 44]
paragraph: Τὸ Α'ον βραβεῖον ἐξ 750 δραχμῶν εἰς τὴν ἐστολισμένην ἅμαξαν τοῦ κ. [1205, 1561, 1481, 1593]
